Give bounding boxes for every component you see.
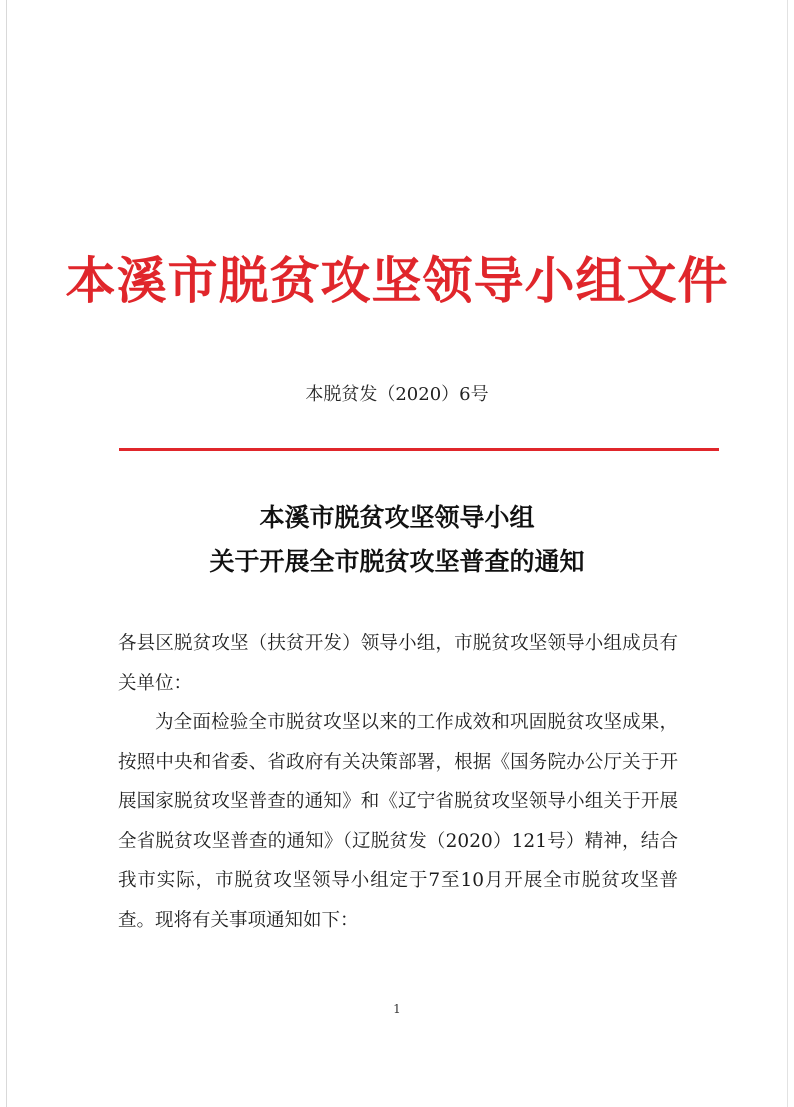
page-number: 1	[393, 1002, 401, 1016]
red-header-title: 本溪市脱贫攻坚领导小组文件	[65, 251, 729, 310]
paragraph-1: 为全面检验全市脱贫攻坚以来的工作成效和巩固脱贫攻坚成果，按照中央和省委、省政府有关决策部署，根据《国务院办公厅关于开展国家脱贫攻坚普查的通知》和《辽宁省脱贫攻坚领导小组关于开展全省脱贫攻坚普查的通知》（辽脱贫发（2020）121号）精神，结合我市实际，市脱贫攻坚领导小组定于7至10月开展全市脱贫攻坚普查。现将有关事项通知如下：	[118, 712, 678, 931]
red-divider-line	[119, 448, 719, 451]
body-text	[118, 624, 678, 940]
notice-title-line-2: 关于开展全市脱贫攻坚普查的通知	[209, 547, 585, 576]
notice-title	[0, 496, 794, 584]
salutation: 各县区脱贫攻坚（扶贫开发）领导小组，市脱贫攻坚领导小组成员有关单位：	[118, 633, 678, 694]
document-number: 本脱贫发（2020）6号	[305, 384, 489, 405]
notice-title-line-1: 本溪市脱贫攻坚领导小组	[259, 503, 535, 532]
